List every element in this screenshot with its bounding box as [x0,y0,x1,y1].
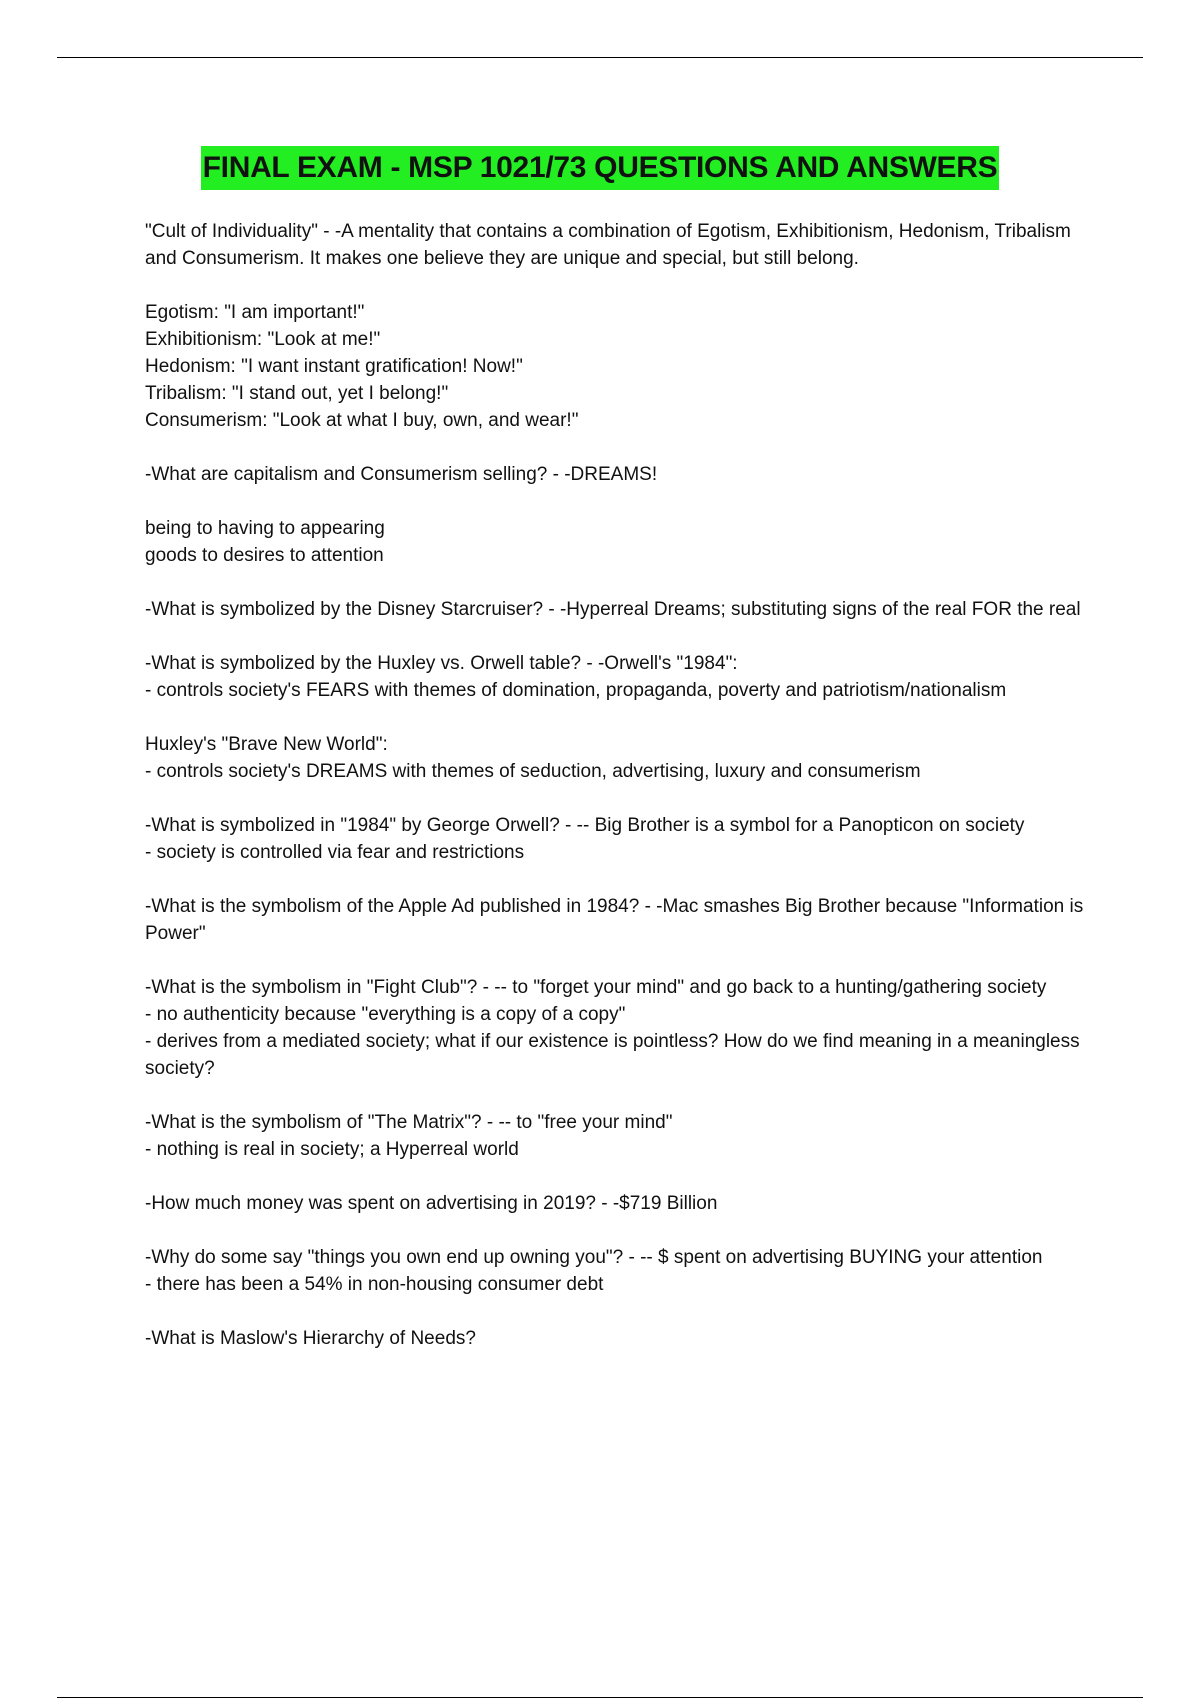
text-line: Consumerism: "Look at what I buy, own, and wear!" [145,410,579,431]
qa-block-cult-of-individuality [145,218,1095,272]
text-line: -What is the symbolism of the Apple Ad published in 1984? - -Mac smashes Big Brother because "Information is Power" [145,896,1084,944]
qa-block-disney-starcruiser [145,596,1095,623]
text-line: -What is symbolized by the Huxley vs. Orwell table? - -Orwell's "1984": [145,653,738,674]
text-line: being to having to appearing [145,518,385,539]
document-body [145,218,1095,1379]
text-line: Huxley's "Brave New World": [145,734,388,755]
text-line: - controls society's FEARS with themes of domination, propaganda, poverty and patriotism/nationalism [145,680,1007,701]
text-line: -What is the symbolism in "Fight Club"? - -- to "forget your mind" and go back to a hunting/gathering society [145,977,1047,998]
text-line: -How much money was spent on advertising in 2019? - -$719 Billion [145,1193,718,1214]
qa-block-fight-club [145,974,1095,1082]
text-line: - society is controlled via fear and restrictions [145,842,525,863]
text-line: - nothing is real in society; a Hyperreal world [145,1139,519,1160]
title-wrap [0,146,1200,190]
progression-notes [145,515,1095,569]
document-title: FINAL EXAM - MSP 1021/73 QUESTIONS AND ANSWERS [201,146,1000,190]
text-line: -What are capitalism and Consumerism selling? - -DREAMS! [145,464,658,485]
qa-block-1984-orwell [145,812,1095,866]
text-line: -What is symbolized in "1984" by George Orwell? - -- Big Brother is a symbol for a Panopticon on society [145,815,1025,836]
text-line: - controls society's DREAMS with themes of seduction, advertising, luxury and consumerism [145,761,921,782]
text-line: "Cult of Individuality" - -A mentality that contains a combination of Egotism, Exhibitionism, Hedonism, Tribalism and Consumerism. It makes one believe they are unique and special, but still belong. [145,221,1071,269]
text-line: - no authenticity because "everything is a copy of a copy" [145,1004,626,1025]
text-line: Tribalism: "I stand out, yet I belong!" [145,383,449,404]
qa-block-maslow [145,1325,1095,1352]
qa-block-advertising-2019 [145,1190,1095,1217]
text-line: - there has been a 54% in non-housing consumer debt [145,1274,604,1295]
text-line: goods to desires to attention [145,545,384,566]
text-line: Exhibitionism: "Look at me!" [145,329,381,350]
text-line: -What is the symbolism of "The Matrix"? - -- to "free your mind" [145,1112,673,1133]
definitions-list [145,299,1095,434]
text-line: Egotism: "I am important!" [145,302,365,323]
qa-block-things-you-own [145,1244,1095,1298]
text-line: -What is Maslow's Hierarchy of Needs? [145,1328,476,1349]
bottom-rule [57,1697,1143,1698]
huxley-brave-new-world [145,731,1095,785]
text-line: -What is symbolized by the Disney Starcruiser? - -Hyperreal Dreams; substituting signs of the real FOR the real [145,599,1081,620]
text-line: - derives from a mediated society; what if our existence is pointless? How do we find meaning in a meaningless society? [145,1031,1080,1079]
qa-block-huxley-orwell [145,650,1095,704]
qa-block-capitalism [145,461,1095,488]
qa-block-matrix [145,1109,1095,1163]
top-rule [57,57,1143,58]
text-line: -Why do some say "things you own end up owning you"? - -- $ spent on advertising BUYING your attention [145,1247,1043,1268]
text-line: Hedonism: "I want instant gratification! Now!" [145,356,523,377]
qa-block-apple-ad [145,893,1095,947]
